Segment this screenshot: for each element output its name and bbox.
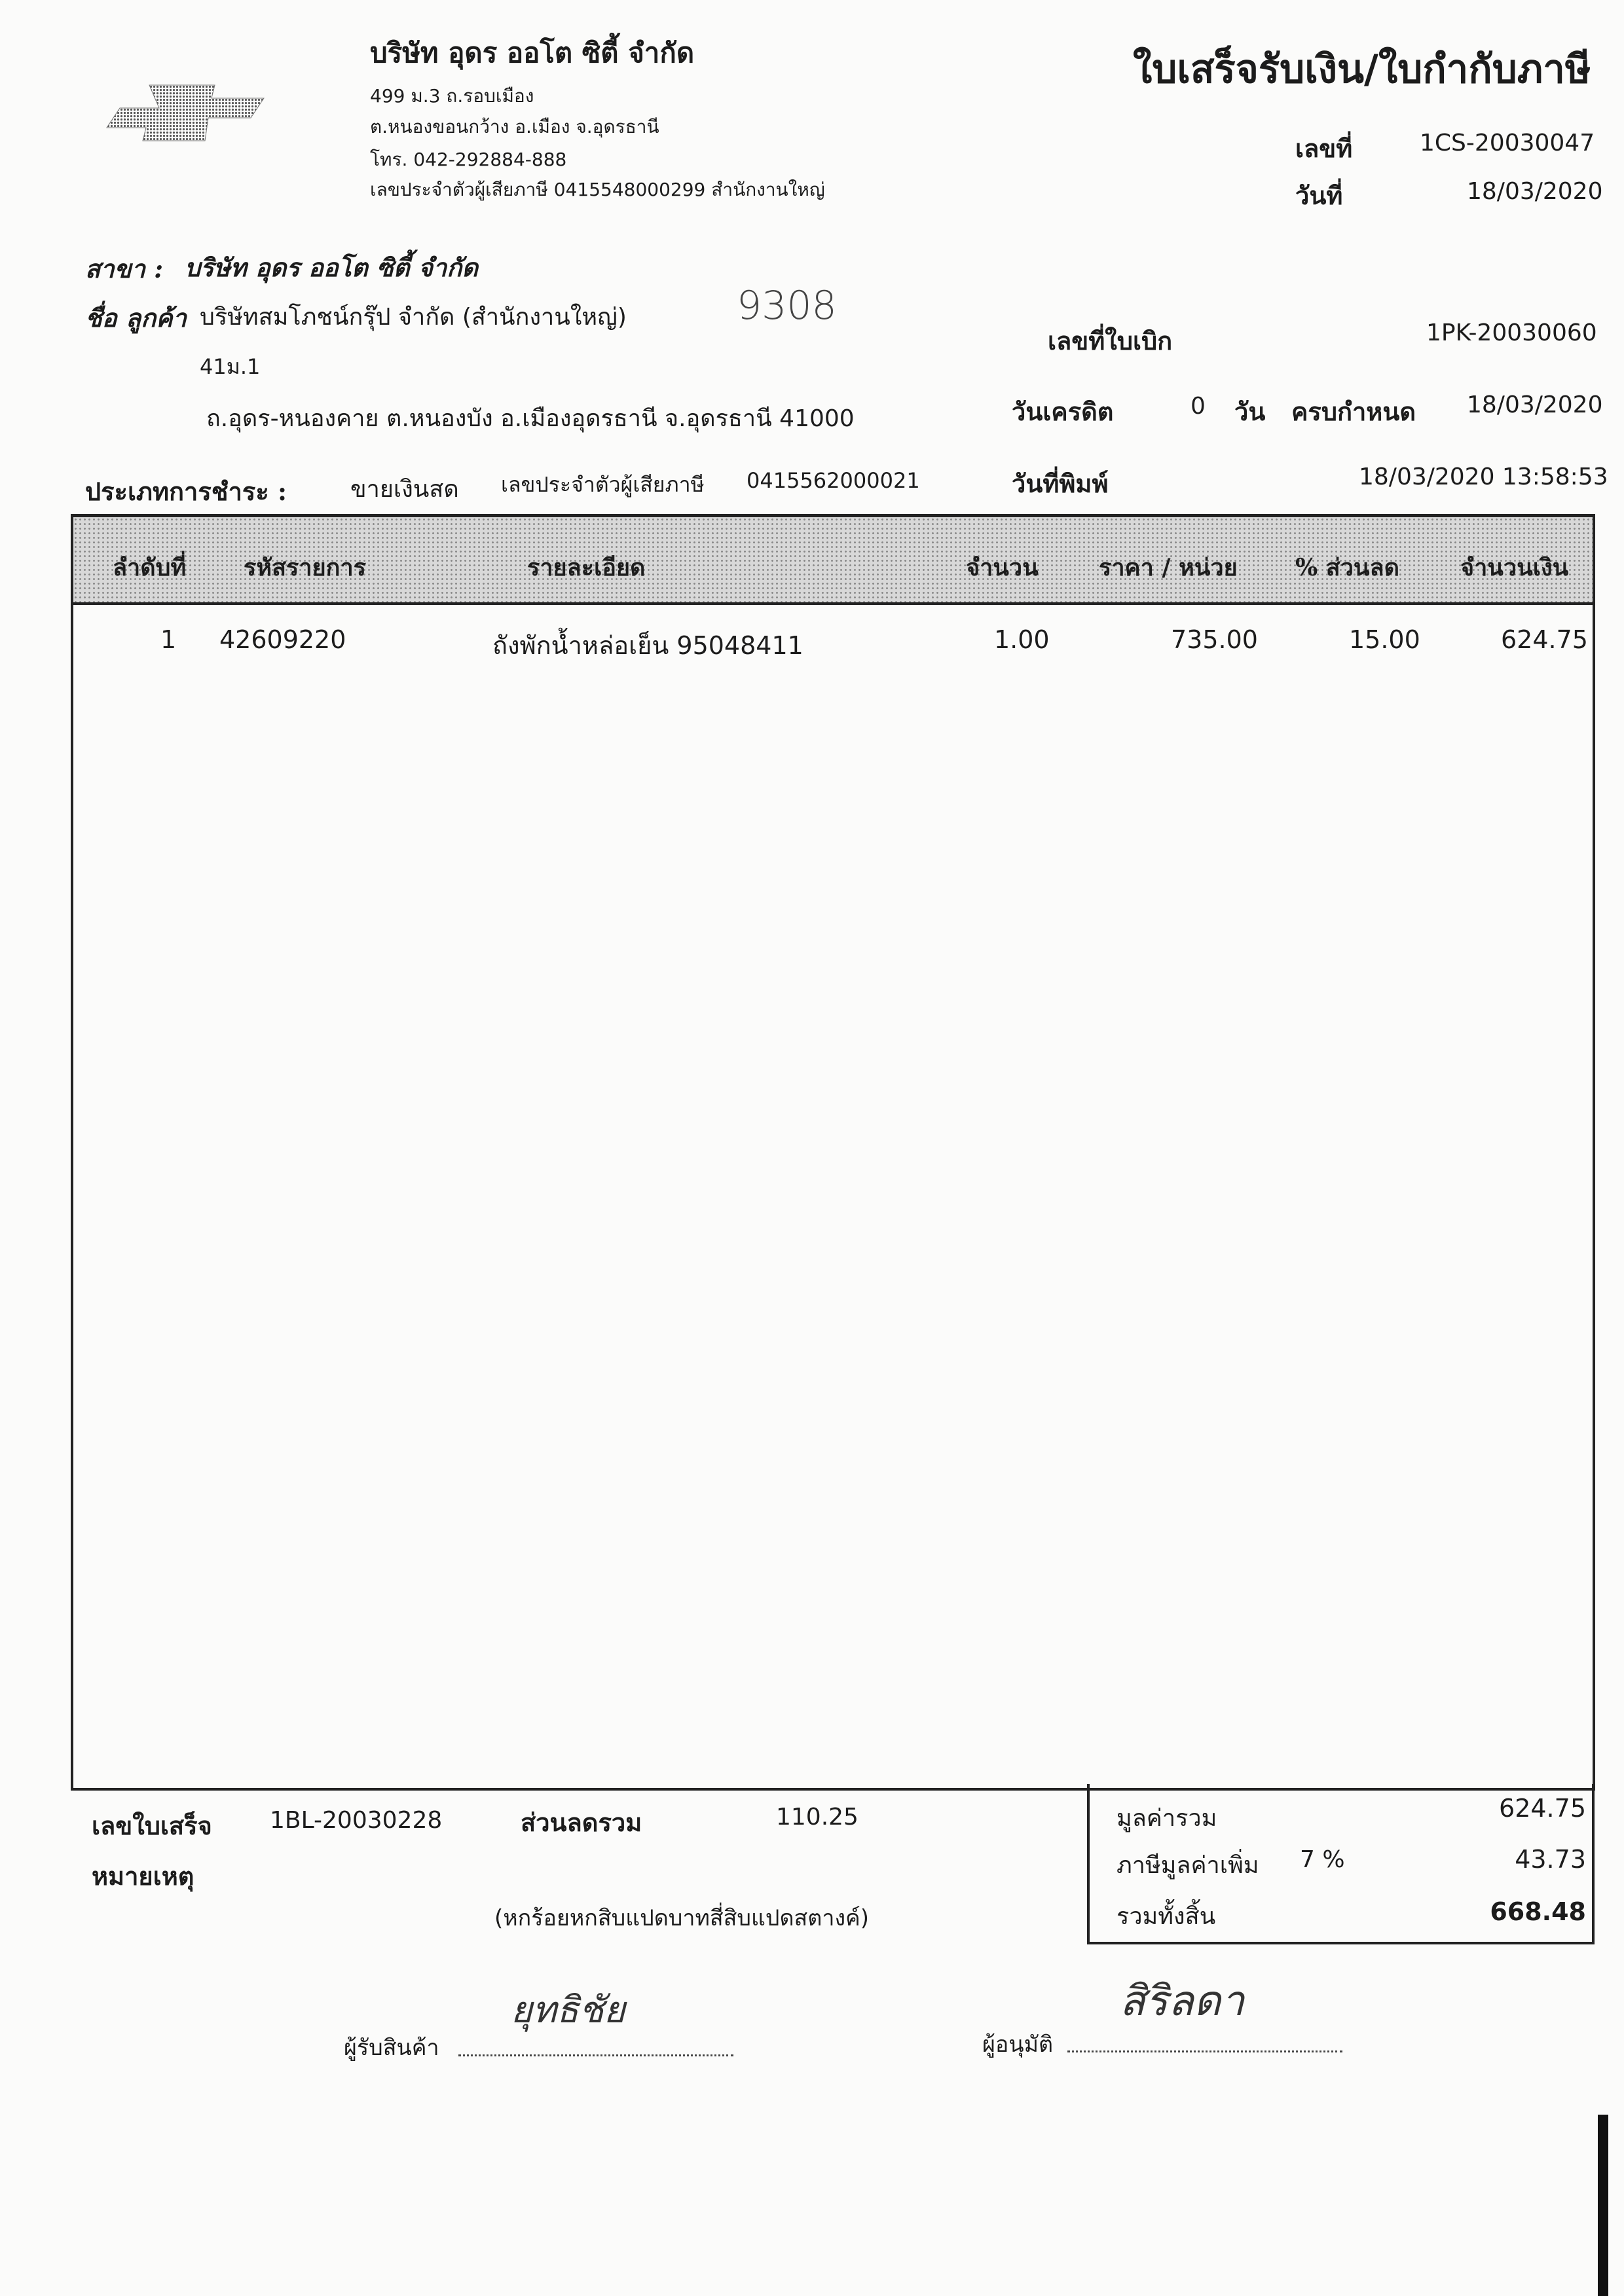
customer-label: ชื่อ ลูกค้า [85, 303, 187, 333]
document-title: ใบเสร็จรับเงิน/ใบกำกับภาษี [1133, 46, 1591, 92]
col-header-unit-price: ราคา / หน่วย [1099, 554, 1238, 581]
discount-total-label: ส่วนลดรวม [521, 1808, 642, 1837]
col-header-quantity: จำนวน [966, 554, 1039, 581]
company-phone: โทร. 042-292884-888 [370, 149, 567, 170]
company-address-2: ต.หนองขอนกว้าง อ.เมือง จ.อุดรธานี [370, 116, 659, 137]
branch-label: สาขา : [85, 254, 164, 283]
col-header-amount: จำนวนเงิน [1460, 554, 1569, 581]
receiver-signature-line [458, 2054, 733, 2056]
vat-label: ภาษีมูลค่าเพิ่ม [1116, 1852, 1259, 1879]
approver-signature: สิริลดา [1120, 1977, 1245, 2026]
amount-in-words: (หกร้อยหกสิบแปดบาทสี่สิบแปดสตางค์) [494, 1905, 870, 1931]
receiver-signature: ยุทธิชัย [511, 1989, 625, 2032]
bill-number-label: เลขใบเสร็จ [92, 1811, 212, 1840]
row-1-quantity: 1.00 [994, 625, 1050, 654]
subtotal: 624.75 [1499, 1794, 1586, 1823]
scan-edge-bar [1598, 2115, 1608, 2296]
items-table [71, 514, 1595, 1791]
credit-days: 0 [1190, 393, 1206, 420]
customer-tax-id: 0415562000021 [747, 468, 920, 493]
receiver-label: ผู้รับสินค้า [344, 2035, 439, 2061]
print-date: 18/03/2020 13:58:53 [1359, 464, 1608, 490]
company-name: บริษัท อุดร ออโต ซิตี้ จำกัด [370, 37, 695, 69]
grand-total-label: รวมทั้งสิ้น [1116, 1903, 1216, 1930]
handwritten-note: 9308 [737, 283, 837, 329]
col-header-discount: % ส่วนลด [1295, 554, 1399, 581]
row-1-discount: 15.00 [1349, 625, 1420, 654]
payment-type: ขายเงินสด [350, 476, 459, 503]
customer-name: บริษัทสมโภชน์กรุ๊ป จำกัด (สำนักงานใหญ่) [200, 304, 627, 331]
payment-type-label: ประเภทการชำระ : [85, 477, 287, 506]
document-date: 18/03/2020 [1467, 178, 1603, 205]
col-header-description: รายละเอียด [527, 554, 646, 581]
requisition-number: 1PK-20030060 [1426, 319, 1597, 346]
remark-label: หมายเหตุ [92, 1861, 194, 1891]
row-1-code: 42609220 [219, 625, 346, 654]
credit-label: วันเครดิต [1012, 397, 1114, 426]
document-number: 1CS-20030047 [1420, 130, 1595, 156]
document-date-label: วันที่ [1295, 181, 1343, 210]
company-address-1: 499 ม.3 ถ.รอบเมือง [370, 85, 534, 107]
customer-address-1: 41ม.1 [200, 354, 261, 379]
company-logo [103, 82, 267, 144]
document-number-label: เลขที่ [1295, 134, 1353, 163]
company-tax-id: เลขประจำตัวผู้เสียภาษี 0415548000299 สำนักงานใหญ่ [370, 179, 825, 200]
vat-amount: 43.73 [1515, 1845, 1586, 1874]
branch-value: บริษัท อุดร ออโต ซิตี้ จำกัด [185, 253, 478, 282]
requisition-label: เลขที่ใบเบิก [1048, 326, 1173, 355]
print-date-label: วันที่พิมพ์ [1012, 469, 1109, 498]
grand-total: 668.48 [1490, 1897, 1586, 1926]
subtotal-label: มูลค่ารวม [1116, 1805, 1217, 1832]
row-1-description: ถังพักน้ำหล่อเย็น 95048411 [492, 631, 803, 660]
vat-rate: 7 % [1300, 1846, 1345, 1873]
due-date-label: ครบกำหนด [1291, 397, 1416, 426]
row-1-amount: 624.75 [1501, 625, 1588, 654]
bill-number: 1BL-20030228 [270, 1807, 443, 1834]
due-date: 18/03/2020 [1467, 392, 1603, 418]
customer-address-2: ถ.อุดร-หนองคาย ต.หนองบัง อ.เมืองอุดรธานี จ.อุดรธานี 41000 [206, 405, 855, 432]
customer-tax-label: เลขประจำตัวผู้เสียภาษี [501, 472, 705, 497]
col-header-no: ลำดับที่ [113, 554, 187, 581]
col-header-code: รหัสรายการ [244, 554, 367, 581]
approver-label: ผู้อนุมัติ [982, 2032, 1054, 2058]
credit-unit: วัน [1234, 397, 1266, 426]
row-1-no: 1 [160, 625, 177, 654]
discount-total: 110.25 [776, 1804, 858, 1831]
row-1-unit-price: 735.00 [1171, 625, 1258, 654]
approver-signature-line [1067, 2050, 1342, 2052]
